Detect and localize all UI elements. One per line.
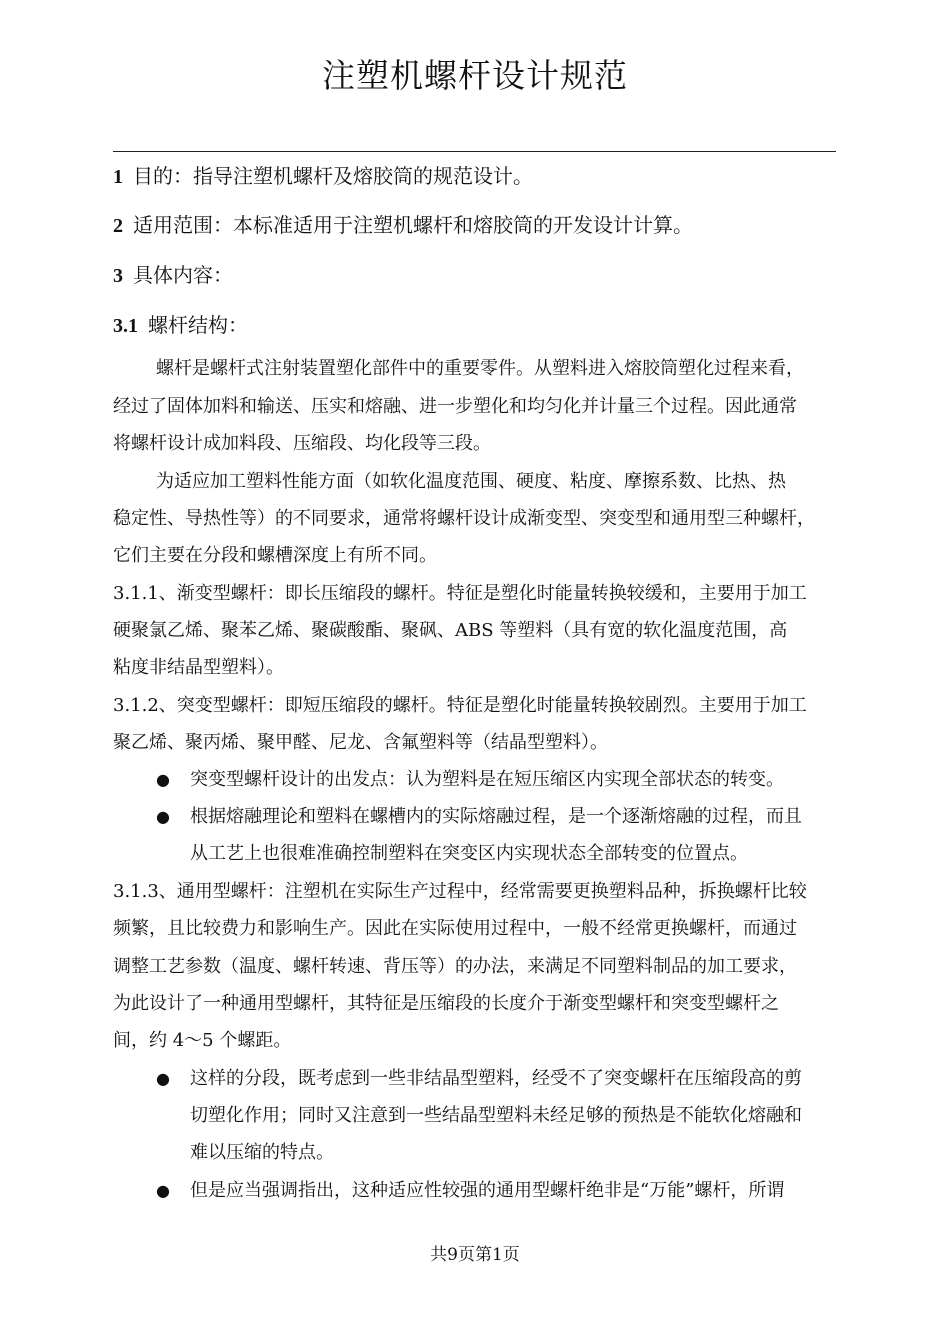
paragraph-line: 将螺杆设计成加料段、压缩段、均化段等三段。 <box>113 433 491 454</box>
bullet-line: 突变型螺杆设计的出发点：认为塑料是在短压缩区内实现全部状态的转变。 <box>190 769 784 790</box>
paragraph-line: 螺杆是螺杆式注射装置塑化部件中的重要零件。从塑料进入熔胶筒塑化过程来看， <box>156 358 804 379</box>
section-text: 具体内容： <box>133 263 233 287</box>
paragraph-line: 为此设计了一种通用型螺杆，其特征是压缩段的长度介于渐变型螺杆和突变型螺杆之 <box>113 993 779 1014</box>
paragraph-line: 频繁，且比较费力和影响生产。因此在实际使用过程中，一般不经常更换螺杆，而通过 <box>113 918 797 939</box>
bullet-line: 这样的分段，既考虑到一些非结晶型塑料，经受不了突变螺杆在压缩段高的剪 <box>190 1068 802 1089</box>
paragraph-line: 硬聚氯乙烯、聚苯乙烯、聚碳酸酯、聚砜、ABS 等塑料（具有宽的软化温度范围，高 <box>113 620 788 641</box>
section-number: 1 <box>113 166 123 188</box>
paragraph-line: 间，约 4～5 个螺距。 <box>113 1030 292 1051</box>
section-text: 目的：指导注塑机螺杆及熔胶筒的规范设计。 <box>133 164 533 188</box>
title-divider <box>113 151 836 152</box>
bullet-line: 从工艺上也很难准确控制塑料在突变区内实现状态全部转变的位置点。 <box>190 843 748 864</box>
bullet-icon: ● <box>156 770 170 789</box>
paragraph-line: 粘度非结晶型塑料）。 <box>113 657 284 678</box>
paragraph-line: 3.1.3、通用型螺杆：注塑机在实际生产过程中，经常需要更换塑料品种，拆换螺杆比较 <box>113 881 807 902</box>
bullet-icon: ● <box>156 807 170 826</box>
paragraph-line: 为适应加工塑料性能方面（如软化温度范围、硬度、粘度、摩擦系数、比热、热 <box>156 471 786 492</box>
section-text: 适用范围：本标准适用于注塑机螺杆和熔胶筒的开发设计计算。 <box>133 213 693 237</box>
section-text: 螺杆结构： <box>148 313 248 337</box>
paragraph-line: 3.1.2、突变型螺杆：即短压缩段的螺杆。特征是塑化时能量转换较剧烈。主要用于加工 <box>113 695 807 716</box>
paragraph-line: 调整工艺参数（温度、螺杆转速、背压等）的办法，来满足不同塑料制品的加工要求， <box>113 956 797 977</box>
paragraph-line: 稳定性、导热性等）的不同要求，通常将螺杆设计成渐变型、突变型和通用型三种螺杆， <box>113 508 815 529</box>
paragraph-line: 聚乙烯、聚丙烯、聚甲醛、尼龙、含氟塑料等（结晶型塑料）。 <box>113 732 608 753</box>
paragraph-line: 它们主要在分段和螺槽深度上有所不同。 <box>113 545 437 566</box>
document-title: 注塑机螺杆设计规范 <box>322 56 628 95</box>
paragraph-line: 3.1.1、渐变型螺杆：即长压缩段的螺杆。特征是塑化时能量转换较缓和，主要用于加工 <box>113 583 807 604</box>
page-footer: 共9页第1页 <box>430 1245 520 1265</box>
bullet-line: 但是应当强调指出，这种适应性较强的通用型螺杆绝非是“万能”螺杆，所谓 <box>190 1180 785 1201</box>
section-3-heading <box>113 259 233 288</box>
section-1-heading <box>113 160 533 189</box>
bullet-icon: ● <box>156 1069 170 1088</box>
paragraph-line: 经过了固体加料和输送、压实和熔融、进一步塑化和均匀化并计量三个过程。因此通常 <box>113 396 797 417</box>
section-number: 3.1 <box>113 315 138 337</box>
section-2-heading <box>113 209 693 238</box>
section-3-1-heading <box>113 309 248 338</box>
bullet-line: 切塑化作用；同时又注意到一些结晶型塑料未经足够的预热是不能软化熔融和 <box>190 1105 802 1126</box>
bullet-icon: ● <box>156 1181 170 1200</box>
bullet-line: 根据熔融理论和塑料在螺槽内的实际熔融过程，是一个逐渐熔融的过程，而且 <box>190 806 802 827</box>
section-number: 3 <box>113 265 123 287</box>
bullet-line: 难以压缩的特点。 <box>190 1142 334 1163</box>
section-number: 2 <box>113 215 123 237</box>
